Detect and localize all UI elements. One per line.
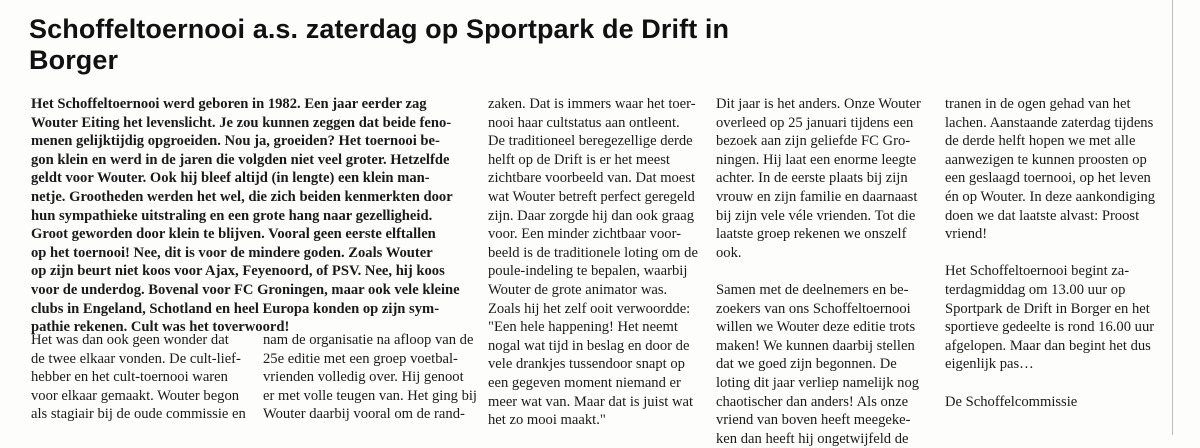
column-divider — [1172, 0, 1173, 435]
column-5-body — [945, 95, 1167, 411]
body-line: de derde helft hopen we met alle — [945, 133, 1136, 150]
lead-line: Wouter Eiting het levenslicht. Je zou kunnen zeggen dat beide feno- — [31, 114, 452, 131]
body-line: de twee elkaar vonden. De cult-lief- — [31, 350, 241, 367]
column-1-body — [31, 331, 246, 424]
body-line: De traditioneel beregezellige derde — [488, 133, 693, 150]
body-line: helft op de Drift is er het meest — [488, 151, 670, 168]
body-line: maken! We kunnen daarbij stellen — [716, 337, 915, 354]
body-line: Dit jaar is het anders. Onze Wouter — [716, 96, 921, 112]
body-line: aanwezigen te kunnen proosten op — [945, 151, 1147, 168]
body-line: vele drankjes tussendoor snapt op — [488, 356, 685, 373]
body-line: bezoek aan zijn geliefde FC Gro- — [716, 133, 911, 150]
lead-line: Groot geworden door klein te blijven. Vooral geen eerste elftallen — [31, 226, 436, 243]
body-line: Wouter de grote animator was. — [488, 281, 668, 298]
body-line: ken dan heeft hij ongetwijfeld de — [716, 430, 909, 447]
body-line: chaotischer dan anders! Als onze — [716, 393, 909, 410]
body-line: overleed op 25 januari tijdens een — [716, 114, 914, 131]
body-line: dat we goed zijn begonnen. De — [716, 356, 897, 373]
lead-line: op zijn beurt niet koos voor Ajax, Feyenoord, of PSV. Nee, hij koos — [31, 263, 445, 280]
lead-line: hun sympathieke uitstraling en een grote hang naar gezelligheid. — [31, 207, 433, 224]
body-line: een geslaagd toernooi, op het leven — [945, 170, 1151, 187]
column-2-body — [263, 331, 481, 424]
body-line: Sportpark de Drift in Borger en het — [945, 300, 1150, 317]
body-line: Het Schoffeltoernooi begint za- — [945, 263, 1130, 280]
body-line: ningen. Hij laat een enorme leegte — [716, 151, 917, 168]
body-line: zijn. Daar zorgde hij dan ook graag — [488, 207, 694, 224]
body-line: én op Wouter. In deze aankondiging — [945, 188, 1156, 205]
body-line: tranen in de ogen gehad van het — [945, 96, 1131, 112]
body-line: vrouw en zijn familie en daarnaast — [716, 188, 918, 205]
body-line: vriend van boven heeft meegeke- — [716, 412, 911, 429]
signature: De Schoffelcommissie — [945, 393, 1078, 410]
column-3-body — [488, 95, 706, 430]
body-line: er met volle teugen van. Het ging bij — [263, 387, 477, 404]
body-line: nooi haar cultstatus aan ontleent. — [488, 114, 680, 131]
lead-line: menen gelijktijdig opgroeiden. Nou ja, groeiden? Het toernooi be- — [31, 133, 440, 150]
body-line: lachen. Aanstaande zaterdag tijdens — [945, 114, 1154, 131]
article-headline: Schoffeltoernooi a.s. zaterdag op Sportpark de Drift in Borger — [29, 14, 730, 75]
lead-line: netje. Grootheden werden het wel, die zich beiden kenmerkten door — [31, 188, 453, 205]
body-line: vrienden volledig over. Hij genoot — [263, 369, 464, 386]
body-line: laatste groep rekenen we onszelf — [716, 226, 907, 243]
body-line: poule-indeling te bepalen, waarbij — [488, 263, 688, 280]
paragraph-gap — [716, 262, 934, 281]
paragraph-gap — [945, 244, 1167, 263]
body-line: ook. — [716, 244, 742, 261]
body-line: hebber en het cult-toernooi waren — [31, 369, 228, 386]
body-line: het zo mooi maakt." — [488, 412, 606, 429]
body-line: als stagiair bij de oude commissie en — [31, 406, 246, 423]
body-line: achter. In de eerste plaats bij zijn — [716, 170, 908, 187]
body-line: 25e editie met een groep voetbal- — [263, 350, 458, 367]
body-line: wat Wouter betreft perfect geregeld — [488, 188, 695, 205]
body-line: meer wat van. Maar dat is juist wat — [488, 393, 694, 410]
body-line: zoekers van ons Schoffeltoernooi — [716, 300, 911, 317]
body-line: loting dit jaar verliep namelijk nog — [716, 374, 920, 391]
lead-line: gon klein en werd in de jaren die volgden niet veel groter. Hetzelfde — [31, 151, 450, 168]
lead-line: voor de underdog. Bovenal voor FC Groningen, maar ook vele kleine — [31, 281, 460, 298]
body-line: Zoals hij het zelf ooit verwoordde: — [488, 300, 691, 317]
body-line: Samen met de deelnemers en be- — [716, 281, 909, 298]
body-line: een gegeven moment niemand er — [488, 374, 681, 391]
article-lead — [31, 95, 471, 337]
body-line: doen we dat laatste alvast: Proost — [945, 207, 1140, 224]
lead-line: geldt voor Wouter. Ook hij bleef altijd (in lengte) een klein man- — [31, 170, 430, 187]
body-line: willen we Wouter deze editie trots — [716, 319, 916, 336]
body-line: vriend! — [945, 226, 988, 243]
lead-line: clubs in Engeland, Schotland en heel Europa konden op zijn sym- — [31, 300, 440, 317]
body-line: beeld is de traditionele loting om de — [488, 244, 698, 261]
paragraph-gap — [945, 374, 1167, 393]
body-line: zichtbare voorbeeld van. Dat moest — [488, 170, 696, 187]
lead-line: pathie rekenen. Cult was het toverwoord! — [31, 319, 290, 336]
body-line: bij zijn vele véle vrienden. Tot die — [716, 207, 916, 224]
body-line: nam de organisatie na afloop van de — [263, 332, 474, 348]
body-line: afgelopen. Maar dan begint het dus — [945, 337, 1151, 354]
body-line: eigenlijk pas… — [945, 356, 1034, 373]
body-line: terdagmiddag om 13.00 uur op — [945, 281, 1126, 298]
body-line: "Een hele happening! Het neemt — [488, 319, 678, 336]
body-line: zaken. Dat is immers waar het toer- — [488, 96, 696, 112]
body-line: voor. Een minder zichtbaar voor- — [488, 226, 682, 243]
column-4-body — [716, 95, 934, 448]
body-line: nogal wat tijd in beslag en door de — [488, 337, 690, 354]
lead-line: op het toernooi! Nee, dit is voor de mindere goden. Zoals Wouter — [31, 244, 433, 261]
body-line: Wouter daarbij vooral om de rand- — [263, 406, 465, 423]
body-line: Het was dan ook geen wonder dat — [31, 332, 229, 348]
body-line: sportieve gedeelte is rond 16.00 uur — [945, 319, 1155, 336]
lead-line: Het Schoffeltoernooi werd geboren in 1982. Een jaar eerder zag — [31, 96, 427, 112]
body-line: voor elkaar gemaakt. Wouter begon — [31, 387, 240, 404]
